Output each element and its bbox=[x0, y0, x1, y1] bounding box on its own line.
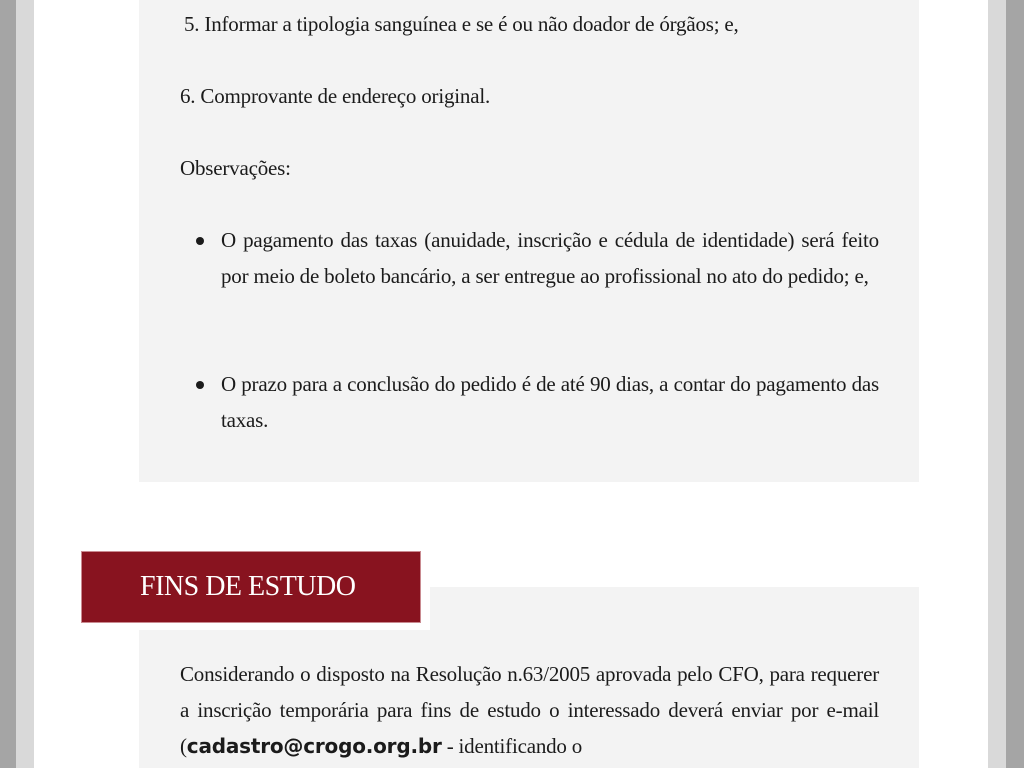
left-page-margin bbox=[16, 0, 34, 768]
observations-heading: Observações: bbox=[180, 156, 291, 180]
observation-item: O pagamento das taxas (anuidade, inscrição e cédula de identidade) será feito por meio de boleto bancário, a ser entregue ao profissional no ato do pedido; e, bbox=[221, 228, 879, 288]
section-title: FINS DE ESTUDO bbox=[140, 571, 356, 602]
bullet-icon bbox=[196, 237, 204, 245]
study-paragraph-continuation: - identificando o bbox=[441, 734, 583, 758]
requirement-item-5: 5. Informar a tipologia sanguínea e se é ou não doador de órgãos; e, bbox=[184, 12, 739, 36]
left-scroll-edge bbox=[0, 0, 16, 768]
right-scroll-edge bbox=[1006, 0, 1024, 768]
study-paragraph-text: Considerando o disposto na Resolução n.63/2005 aprovada pelo CFO, para requerer a inscrição temporária para fins de estudo o interessado deverá enviar por e-mail ( bbox=[180, 662, 879, 758]
right-page-margin bbox=[988, 0, 1006, 768]
email-link[interactable]: cadastro@crogo.org.br bbox=[186, 734, 442, 758]
section-header-fins-de-estudo bbox=[82, 552, 420, 622]
observation-item: O prazo para a conclusão do pedido é de até 90 dias, a contar do pagamento das taxas. bbox=[221, 372, 879, 432]
study-paragraph bbox=[180, 656, 879, 764]
bullet-icon bbox=[196, 381, 204, 389]
requirement-item-6: 6. Comprovante de endereço original. bbox=[180, 84, 491, 108]
study-content-box-top bbox=[430, 587, 919, 632]
